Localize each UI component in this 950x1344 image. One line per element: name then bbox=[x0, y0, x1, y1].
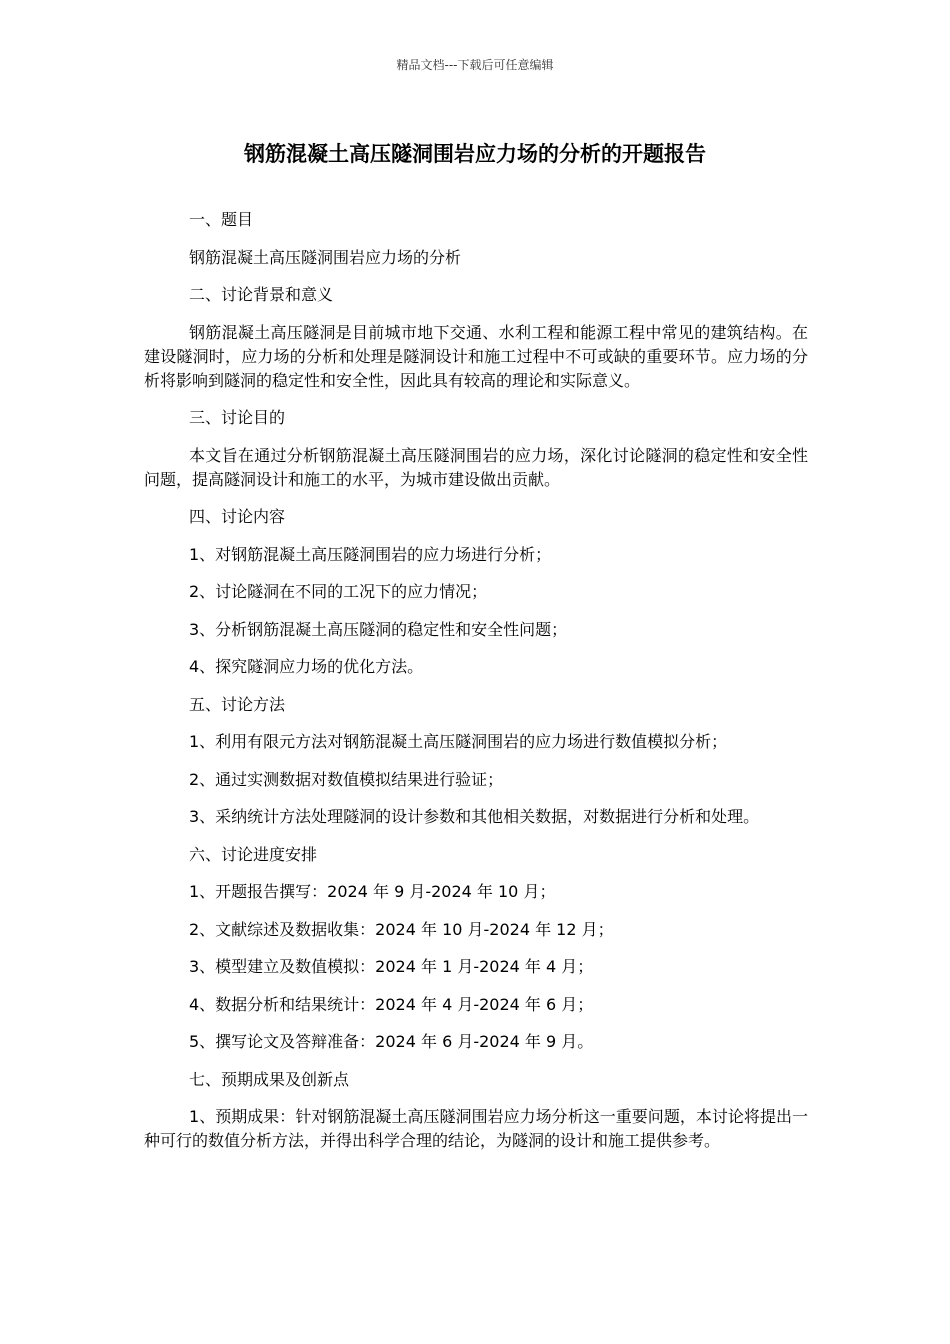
section-heading-background: 二、讨论背景和意义 bbox=[189, 285, 334, 304]
schedule-list-item: 4、数据分析和结果统计：2024 年 4 月-2024 年 6 月； bbox=[189, 994, 594, 1014]
section-heading-schedule: 六、讨论进度安排 bbox=[189, 844, 318, 864]
schedule-list-item: 2、文献综述及数据收集：2024 年 10 月-2024 年 12 月； bbox=[189, 919, 614, 939]
page-header-watermark: 精品文档---下载后可任意编辑 bbox=[396, 58, 554, 72]
methods-list-item: 1、利用有限元方法对钢筋混凝土高压隧洞围岩的应力场进行数值模拟分析； bbox=[189, 732, 728, 751]
outcomes-paragraph: 1、预期成果：针对钢筋混凝土高压隧洞围岩应力场分析这一重要问题，本讨论将提出一种可行的数值分析方法，并得出科学合理的结论，为隧洞的设计和施工提供参考。 bbox=[144, 1107, 808, 1150]
schedule-list-item: 1、开题报告撰写：2024 年 9 月-2024 年 10 月； bbox=[189, 882, 556, 901]
section-heading-purpose: 三、讨论目的 bbox=[189, 408, 286, 427]
document-body bbox=[144, 208, 808, 1167]
document-title: 钢筋混凝土高压隧洞围岩应力场的分析的开题报告 bbox=[244, 142, 706, 166]
section-heading-content: 四、讨论内容 bbox=[189, 507, 286, 526]
section-heading-outcomes: 七、预期成果及创新点 bbox=[189, 1069, 350, 1089]
schedule-list-item: 5、撰写论文及答辩准备：2024 年 6 月-2024 年 9 月。 bbox=[189, 1032, 594, 1051]
purpose-paragraph: 本文旨在通过分析钢筋混凝土高压隧洞围岩的应力场，深化讨论隧洞的稳定性和安全性问题，提高隧洞设计和施工的水平，为城市建设做出贡献。 bbox=[144, 445, 808, 489]
methods-list-item: 3、采纳统计方法处理隧洞的设计参数和其他相关数据，对数据进行分析和处理。 bbox=[189, 807, 760, 826]
content-list-item: 1、对钢筋混凝土高压隧洞围岩的应力场进行分析； bbox=[189, 544, 552, 564]
topic-text: 钢筋混凝土高压隧洞围岩应力场的分析 bbox=[189, 247, 462, 267]
content-list-item: 3、分析钢筋混凝土高压隧洞的稳定性和安全性问题； bbox=[189, 619, 568, 639]
section-heading-methods: 五、讨论方法 bbox=[189, 694, 286, 714]
background-paragraph: 钢筋混凝土高压隧洞是目前城市地下交通、水利工程和能源工程中常见的建筑结构。在建设隧洞时，应力场的分析和处理是隧洞设计和施工过程中不可或缺的重要环节。应力场的分析将影响到隧洞的稳定性和安全性，因此具有较高的理论和实际意义。 bbox=[144, 322, 808, 390]
content-list-item: 2、讨论隧洞在不同的工况下的应力情况； bbox=[189, 582, 488, 601]
content-list-item: 4、探究隧洞应力场的优化方法。 bbox=[189, 657, 424, 676]
section-heading-topic: 一、题目 bbox=[189, 210, 254, 229]
methods-list-item: 2、通过实测数据对数值模拟结果进行验证； bbox=[189, 769, 504, 789]
schedule-list-item: 3、模型建立及数值模拟：2024 年 1 月-2024 年 4 月； bbox=[189, 957, 594, 976]
